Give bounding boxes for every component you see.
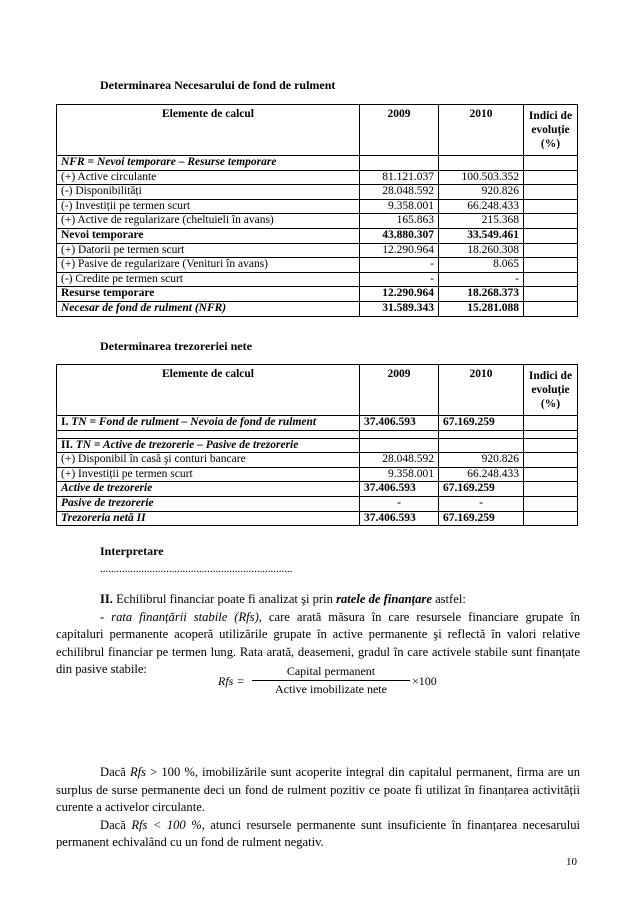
row-value-2009: 12.290.964 <box>360 287 439 302</box>
row-indice <box>524 482 578 497</box>
row-value-2010: 67.169.259 <box>439 482 524 497</box>
tn1-label-prefix: I. <box>61 416 72 428</box>
row-value-2009: - <box>360 496 439 511</box>
spacer-cell <box>360 430 439 438</box>
row-indice <box>524 258 578 273</box>
para2-s1-a: Dacă <box>100 765 130 779</box>
formula-numerator: Capital permanent <box>252 664 410 681</box>
trezorerie-table <box>56 364 578 526</box>
header-elemente: Elemente de calcul <box>57 365 360 416</box>
table-row <box>57 272 578 287</box>
header-indici-l2: evoluție <box>531 124 570 136</box>
row-value-2009: 28.048.592 <box>360 453 439 468</box>
table-row-spacer <box>57 430 578 438</box>
table-row <box>57 185 578 200</box>
row-value-2010: 8.065 <box>439 258 524 273</box>
tn2-title-2010 <box>439 438 524 453</box>
table-row <box>57 301 578 316</box>
table-header-row <box>57 365 578 416</box>
tn2-title <box>57 438 360 453</box>
row-value-2010: 33.549.461 <box>439 228 524 243</box>
row-label: (+) Pasive de regularizare (Venituri în avans) <box>57 258 360 273</box>
header-elemente: Elemente de calcul <box>57 105 360 156</box>
row-value-2009: 9.358.001 <box>360 199 439 214</box>
para2-s1-b: Rfs <box>129 765 147 779</box>
row-value-2009: 165.863 <box>360 214 439 229</box>
table-row <box>57 467 578 482</box>
formula-fraction <box>252 664 410 697</box>
row-value-2010: 920.826 <box>439 185 524 200</box>
formula-multiplier: ×100 <box>412 674 437 688</box>
header-2009: 2009 <box>360 365 439 416</box>
row-indice <box>524 453 578 468</box>
tn1-2010: 67.169.259 <box>439 416 524 431</box>
row-value-2010: - <box>439 272 524 287</box>
rfs-formula <box>218 664 448 698</box>
table-row <box>57 170 578 185</box>
table-row-tn1 <box>57 416 578 431</box>
row-indice <box>524 511 578 526</box>
row-label: Pasive de trezorerie <box>57 496 360 511</box>
row-label: Trezoreria netă II <box>57 511 360 526</box>
para1-term: ratele de finanțare <box>336 592 432 606</box>
nfr-table <box>56 104 578 317</box>
tn2-title-indice <box>524 438 578 453</box>
header-2009: 2009 <box>360 105 439 156</box>
section-title-trezorerie: Determinarea trezoreriei nete <box>100 339 252 353</box>
row-label: (-) Disponibilități <box>57 185 360 200</box>
row-value-2010: - <box>439 496 524 511</box>
table-row <box>57 199 578 214</box>
spacer-cell <box>524 430 578 438</box>
header-indici-l2: evoluție <box>531 384 570 396</box>
para2-s1-c: > 100 %, imobilizările sunt acoperite integral din capitalul permanent, firma are un surplus de surse permanente deci un fond de rulment pozitiv ce poate fi utilizat în finanțarea activității curente a activelor circulante. <box>56 765 581 815</box>
tn1-label-text: TN = Fond de rulment – Nevoia de fond de rulment <box>71 416 317 428</box>
row-value-2009: - <box>360 258 439 273</box>
formula-denominator: Active imobilizate nete <box>275 682 387 696</box>
tn2-title-prefix: II. <box>61 438 76 451</box>
header-indici-l1: Indici de <box>528 110 573 122</box>
header-indici-l3: (%) <box>540 138 561 150</box>
row-indice <box>524 214 578 229</box>
row-indice <box>524 287 578 302</box>
row-value-2009: 37.406.593 <box>360 511 439 526</box>
table-row <box>57 258 578 273</box>
para2-s2-c: , atunci resursele permanente sunt insuficiente în finanțarea necesarului permanent echivalând cu un fond de rulment negativ. <box>56 817 580 850</box>
table-row <box>57 156 578 171</box>
row-label: Necesar de fond de rulment (NFR) <box>57 301 360 316</box>
row-value-2009: 28.048.592 <box>360 185 439 200</box>
row-value-2009: - <box>360 272 439 287</box>
row-value-2009: 37.406.593 <box>360 482 439 497</box>
row-value-2010: 18.268.373 <box>439 287 524 302</box>
para1-roman: II. <box>100 592 117 606</box>
formula-lhs: Rfs = <box>218 674 245 688</box>
row-value-2010: 18.260.308 <box>439 243 524 258</box>
row-indice <box>524 467 578 482</box>
row-value-2010: 67.169.259 <box>439 511 524 526</box>
para1-item-term: - rata finanțării stabile (Rfs), <box>100 609 262 624</box>
interpretare-title: Interpretare <box>100 544 164 558</box>
table-row <box>57 287 578 302</box>
row-label: (+) Disponibil în casă şi conturi bancare <box>57 453 360 468</box>
table-row-tn2-title <box>57 438 578 453</box>
row-value-2010 <box>439 156 524 171</box>
row-indice <box>524 496 578 511</box>
row-indice <box>524 170 578 185</box>
row-value-2009: 81.121.037 <box>360 170 439 185</box>
row-indice <box>524 199 578 214</box>
table-row <box>57 511 578 526</box>
table-header-row <box>57 105 578 156</box>
row-label: Resurse temporare <box>57 287 360 302</box>
para2-s2-a: Dacă <box>100 817 132 832</box>
table-row <box>57 453 578 468</box>
para2-s2-b: Rfs < 100 % <box>131 817 202 832</box>
spacer-cell <box>57 430 360 438</box>
row-label: (+) Active de regularizare (cheltuieli în avans) <box>57 214 360 229</box>
row-label: (+) Active circulante <box>57 170 360 185</box>
row-value-2010: 920.826 <box>439 453 524 468</box>
tn1-2009: 37.406.593 <box>360 416 439 431</box>
tn1-label <box>57 416 360 431</box>
header-indici <box>524 365 578 416</box>
row-value-2010: 15.281.088 <box>439 301 524 316</box>
header-indici-l1: Indici de <box>528 370 573 382</box>
row-label: Active de trezorerie <box>57 482 360 497</box>
row-value-2010: 66.248.433 <box>439 199 524 214</box>
row-value-2010: 66.248.433 <box>439 467 524 482</box>
row-value-2009: 31.589.343 <box>360 301 439 316</box>
row-value-2009: 43.880.307 <box>360 228 439 243</box>
para1-intro-end: astfel: <box>431 592 466 606</box>
paragraph-rfs-interpretation <box>56 764 580 852</box>
row-value-2010: 215.368 <box>439 214 524 229</box>
para1-item-text: care arată măsura în care resursele financiare grupate în capitaluri permanente acoperă utilizările grupate în active permanente şi reflectă în valori relative echilibrul financiar pe termen lung. Rata arată, deasemeni, gradul în care activele stabile sunt finanțate din pasive stabile: <box>56 609 580 677</box>
row-label: NFR = Nevoi temporare – Resurse temporare <box>57 156 360 171</box>
row-label: (+) Investiții pe termen scurt <box>57 467 360 482</box>
row-indice <box>524 185 578 200</box>
header-indici-l3: (%) <box>540 398 561 410</box>
row-label: (-) Investiții pe termen scurt <box>57 199 360 214</box>
row-label: (-) Credite pe termen scurt <box>57 272 360 287</box>
row-indice <box>524 301 578 316</box>
row-indice <box>524 272 578 287</box>
header-2010: 2010 <box>439 105 524 156</box>
tn2-title-2009 <box>360 438 439 453</box>
interpretare-dots: ...................................................................... <box>100 563 293 575</box>
spacer-cell <box>439 430 524 438</box>
header-indici <box>524 105 578 156</box>
row-label: (+) Datorii pe termen scurt <box>57 243 360 258</box>
table-row <box>57 482 578 497</box>
row-value-2009: 9.358.001 <box>360 467 439 482</box>
tn2-title-text: TN = Active de trezorerie – Pasive de trezorerie <box>75 438 299 451</box>
table-row <box>57 228 578 243</box>
trezorerie-table-body <box>57 453 578 526</box>
row-value-2009: 12.290.964 <box>360 243 439 258</box>
row-indice <box>524 228 578 243</box>
tn1-indice <box>524 416 578 431</box>
row-indice <box>524 156 578 171</box>
section-title-nfr: Determinarea Necesarului de fond de rulment <box>100 78 336 92</box>
table-row <box>57 243 578 258</box>
para1-intro: Echilibrul financiar poate fi analizat şi prin <box>116 592 337 606</box>
row-value-2009 <box>360 156 439 171</box>
nfr-table-body <box>57 156 578 317</box>
header-2010: 2010 <box>439 365 524 416</box>
page-number: 10 <box>566 856 577 868</box>
table-row <box>57 496 578 511</box>
row-indice <box>524 243 578 258</box>
row-label: Nevoi temporare <box>57 228 360 243</box>
row-value-2010: 100.503.352 <box>439 170 524 185</box>
table-row <box>57 214 578 229</box>
